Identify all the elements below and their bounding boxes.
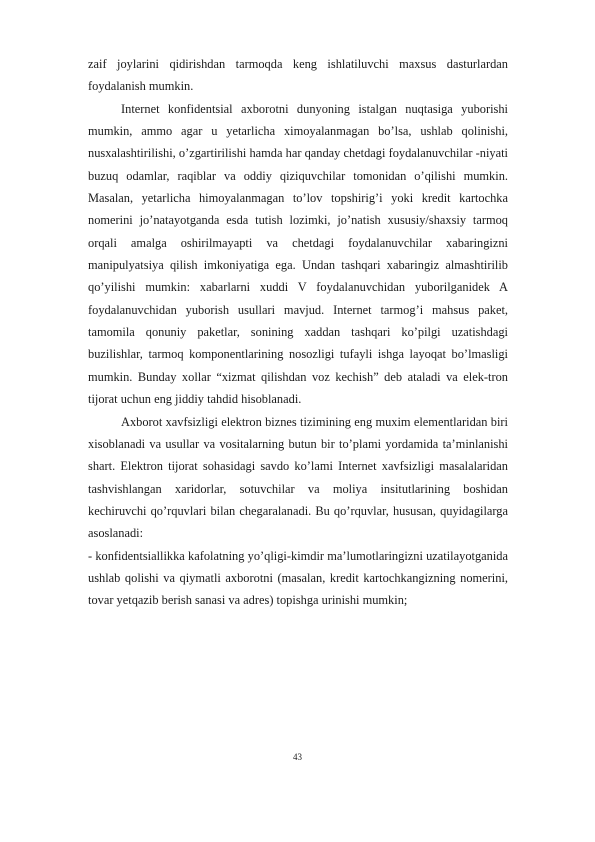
page-number: 43 (293, 752, 302, 762)
paragraph: Axborot xavfsizligi elektron biznes tizimining eng muxim elementlaridan biri xisoblanadi va usullar va vositalarning butun bir to’plami yordamida ta’minlanishi shart. Elektron tijorat sohasidagi savdo ko’lami Internet xavfsizligi masalalaridan tashvishlangan xaridorlar, sotuvchilar va moliya insitutlarining boshidan kechiruvchi qo’rquvlari bilan chegaralanadi. Bu qo’rquvlar, hususan, quyidagilarga asoslanadi: (88, 414, 508, 541)
document-body (88, 53, 508, 612)
paragraph: zaif joylarini qidirishdan tarmoqda keng ishlatiluvchi maxsus dasturlardan foydalanish mumkin. (88, 57, 508, 94)
paragraph: Internet konfidentsial axborotni dunyoning istalgan nuqtasiga yuborishi mumkin, ammo agar u yetarlicha ximoyalanmagan bo’lsa, ushlab qolinishi, nusxalashtirilishi, o’zgartirilishi hamda har qanday chetdagi foydalanuvchilar -niyati buzuq odamlar, raqiblar va oddiy qiziquvchilar tomonidan o’qilishi mumkin. Masalan, yetarlicha himoyalanmagan to’lov topshirig’i yoki kredit kartochka nomerini jo’natayotganda esda tutish lozimki, jo’natish xususiy/shaxsiy tarmoq orqali amalga oshirilmayapti va chetdagi foydalanuvchilar xabaringizni manipulyatsiya qilish imkoniyatiga ega. Undan tashqari xabaringiz almashtirilib qo’yilishi mumkin: xabarlarni xuddi V foydalanuvchidan yuborilganidek A foydalanuvchidan yuborish usullari mavjud. Internet tarmog’i mahsus paket, tamomila qonuniy paketlar, sonining xaddan tashqari ko’pilgi uzatishdagi buzilishlar, tarmoq komponentlarining nosozligi tufayli ishga layoqat bo’lmasligi mumkin. Bunday xollar “xizmat qilishdan voz kechish” deb ataladi va elek-tron tijorat uchun eng jiddiy tahdid hisoblanadi. (88, 101, 508, 407)
list-item: - konfidentsiallikka kafolatning yo’qligi-kimdir ma’lumotlaringizni uzatilayotganida ushlab qolishi va qiymatli axborotni (masalan, kredit kartochkangizning nomerini, tovar yetqazib berish sanasi va adres) topishga urinishi mumkin; (88, 548, 508, 608)
